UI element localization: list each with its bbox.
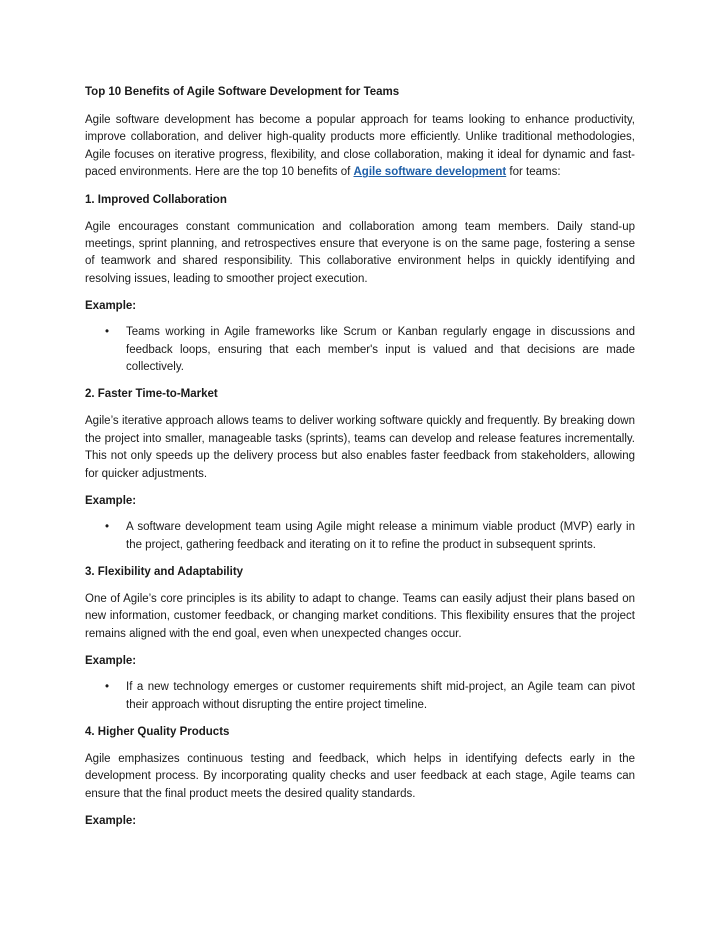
section-body-improved-collaboration: Agile encourages constant communication and collaboration among team members. Daily stand-up meetings, sprint planning, and retrospectives ensure that everyone is on the same page, fostering a sense of teamwork and shared responsibility. This collaborative environment helps in quickly identifying and resolving issues, leading to smoother project execution.: [85, 220, 635, 285]
section-heading-improved-collaboration: 1. Improved Collaboration: [85, 193, 227, 206]
section-body-faster-time-to-market: Agile’s iterative approach allows teams to deliver working software quickly and frequently. By breaking down the project into smaller, manageable tasks (sprints), teams can develop and release features incrementally. This not only speeds up the delivery process but also enables faster feedback from stakeholders, allowing for quicker adjustments.: [85, 415, 635, 480]
list-item: [85, 519, 635, 554]
section-heading-flexibility-and-adaptability: 3. Flexibility and Adaptability: [85, 565, 244, 578]
document-title: Top 10 Benefits of Agile Software Development for Teams: [85, 86, 400, 98]
example-label: Example:: [85, 815, 137, 828]
bullet-text: A software development team using Agile might release a minimum viable product (MVP) early in the project, gathering feedback and iterating on it to refine the product in subsequent sprints.: [126, 521, 635, 551]
list-item: [85, 679, 635, 714]
bullet-icon: •: [105, 521, 110, 534]
bullet-text: If a new technology emerges or customer requirements shift mid-project, an Agile team can pivot their approach without disrupting the entire project timeline.: [126, 681, 635, 711]
bullet-text: Teams working in Agile frameworks like Scrum or Kanban regularly engage in discussions and feedback loops, ensuring that each member's input is valued and that decisions are made collectively.: [126, 326, 635, 374]
list-item: [85, 324, 635, 376]
intro-paragraph: [85, 112, 635, 182]
intro-text-before-link: Agile software development has become a popular approach for teams looking to enhance productivity, improve collaboration, and deliver high-quality products more efficiently. Unlike traditional methodologies, Agile focuses on iterative progress, flexibility, and close collaboration, making it ideal for dynamic and fast-paced environments. Here are the top 10 benefits of: [85, 114, 635, 179]
bullet-icon: •: [105, 681, 110, 694]
section-heading-higher-quality-products: 4. Higher Quality Products: [85, 725, 230, 738]
example-label: Example:: [85, 300, 137, 313]
bullet-icon: •: [105, 326, 110, 339]
section-body-higher-quality-products: Agile emphasizes continuous testing and feedback, which helps in identifying defects early in the development process. By incorporating quality checks and user feedback at each stage, Agile teams can ensure that the final product meets the desired quality standards.: [85, 752, 635, 800]
section-body-flexibility-and-adaptability: One of Agile’s core principles is its ability to adapt to change. Teams can easily adjust their plans based on new information, customer feedback, or changing market conditions. This flexibility ensures that the project remains aligned with the end goal, even when unexpected changes occur.: [85, 592, 635, 640]
section-heading-faster-time-to-market: 2. Faster Time-to-Market: [85, 388, 218, 401]
agile-software-development-link[interactable]: Agile software development: [353, 166, 507, 179]
intro-text-after-link: for teams:: [506, 166, 561, 179]
example-label: Example:: [85, 655, 137, 668]
example-label: Example:: [85, 495, 137, 508]
